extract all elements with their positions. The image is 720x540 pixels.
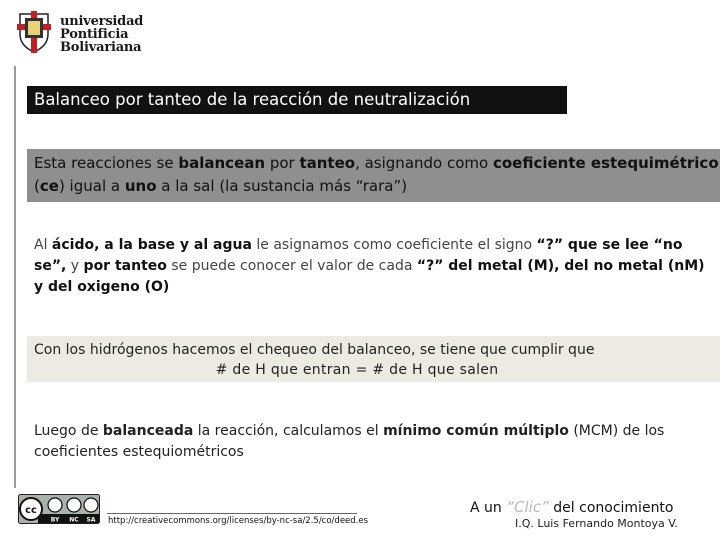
brand-line: Pontificia — [60, 27, 129, 42]
text: y — [66, 258, 84, 274]
text-bold: ácido, a la base y al agua — [51, 237, 252, 253]
text: del conocimiento — [548, 500, 674, 516]
brand-line: Bolivariana — [60, 40, 142, 55]
text: ( — [34, 177, 40, 195]
text: salen — [459, 362, 499, 378]
text: Con los hidrógenos hacemos el chequeo del balanceo, se tiene que cumplir que — [34, 342, 595, 358]
text-bold: ce — [39, 177, 59, 195]
text: se puede conocer el valor de cada — [166, 258, 417, 274]
text-bold: tanteo — [299, 154, 356, 172]
cc-by-label: BY — [50, 516, 60, 524]
author: I.Q. Luis Fernando Montoya V. — [515, 517, 678, 530]
text: ) igual a — [58, 177, 125, 195]
text-bold: “?” del metal (M), del no metal (nM) y del oxigeno (O) — [34, 258, 705, 295]
text: Luego de — [34, 423, 103, 439]
text: por — [265, 154, 300, 172]
slide-title: Balanceo por tanteo de la reacción de neutralización — [27, 86, 567, 114]
cc-nc-label: NC — [69, 516, 79, 524]
text: a la sal (la sustancia más “rara”) — [156, 177, 408, 195]
text: la reacción, calculamos el — [193, 423, 384, 439]
text: A un — [470, 500, 507, 516]
brand-line: universidad — [60, 14, 144, 29]
text: Esta reacciones se — [34, 154, 179, 172]
text: Al — [34, 237, 52, 253]
tagline — [470, 498, 674, 516]
paragraph-hydrogen-check — [27, 336, 720, 382]
cc-sa-label: SA — [86, 516, 96, 524]
hydrogen-equation — [34, 360, 720, 380]
creative-commons-badge-icon — [18, 494, 100, 524]
text: le asignamos como coeficiente el signo — [251, 237, 537, 253]
paragraph-coefficients — [34, 235, 714, 298]
paragraph-mcm — [34, 421, 714, 463]
text-bold: por tanteo — [83, 258, 167, 274]
text-bold: coeficiente estequimétrico — [492, 154, 719, 172]
university-name — [60, 15, 143, 54]
text: , asignando como — [355, 154, 493, 172]
text: que — [422, 362, 460, 378]
text-bold: uno — [124, 177, 157, 195]
text: (MCM) de los coeficientes estequiométricos — [34, 423, 665, 460]
footer-divider — [107, 513, 357, 514]
text-bold: mínimo común múltiplo — [383, 423, 569, 439]
svg-text:cc: cc — [25, 505, 37, 516]
license-link[interactable]: http://creativecommons.org/licenses/by-nc-sa/2.5/co/deed.es — [108, 516, 369, 526]
text: entran = # de H — [302, 362, 423, 378]
text-bold: balancean — [178, 154, 266, 172]
left-rule — [14, 66, 16, 488]
text: # de H — [215, 362, 267, 378]
paragraph-balance-rule — [27, 149, 720, 202]
text-bold: balanceada — [102, 423, 194, 439]
text-clic: “Clic” — [506, 498, 549, 516]
university-crest-icon — [16, 10, 52, 54]
text: que — [266, 362, 303, 378]
text-bold: “?” que se lee “no se”, — [34, 237, 683, 274]
